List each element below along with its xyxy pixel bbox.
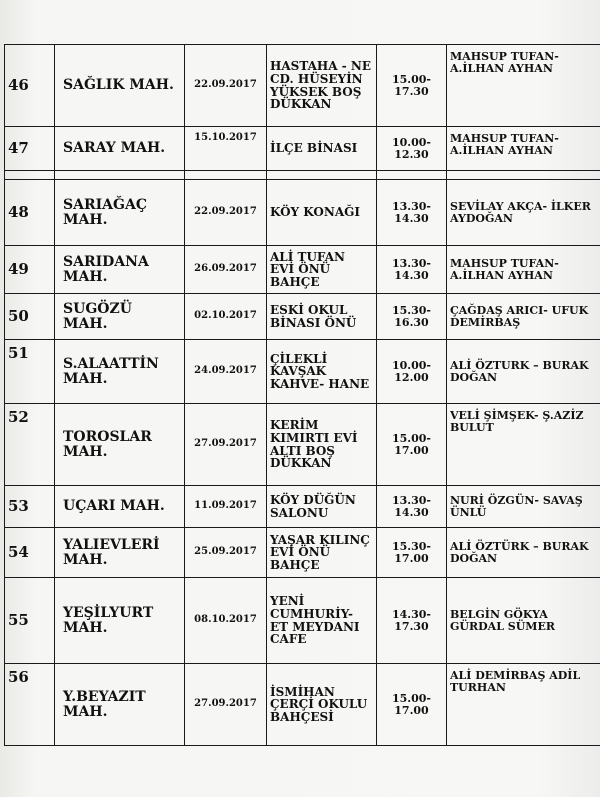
- location-cell: KÖY KONAĞI: [267, 180, 377, 246]
- date-cell: 26.09.2017: [185, 246, 267, 294]
- date-cell: 25.09.2017: [185, 528, 267, 578]
- table-row: [5, 294, 600, 340]
- table-row: [5, 180, 600, 246]
- date-cell: 15.10.2017: [185, 127, 267, 171]
- table-row: [5, 127, 600, 171]
- officials-cell: ALİ ÖZTURK – BURAK DOĞAN: [447, 340, 600, 404]
- date-cell: 27.09.2017: [185, 404, 267, 486]
- officials-cell: ÇAĞDAŞ ARICI- UFUK DEMİRBAŞ: [447, 294, 600, 340]
- time-cell: 13.30- 14.30: [377, 180, 447, 246]
- officials-cell: MAHSUP TUFAN- A.İLHAN AYHAN: [447, 127, 600, 171]
- row-number: 51: [5, 340, 55, 404]
- table-row: [5, 528, 600, 578]
- table-row: [5, 664, 600, 746]
- neighborhood-name: YALIEVLERİ MAH.: [55, 528, 185, 578]
- time-cell: 15.00- 17.00: [377, 404, 447, 486]
- location-cell: YENİ CUMHURİY- ET MEYDANI CAFE: [267, 578, 377, 664]
- officials-cell: ALİ ÖZTÜRK – BURAK DOĞAN: [447, 528, 600, 578]
- officials-cell: VELİ ŞİMŞEK- Ş.AZİZ BULUT: [447, 404, 600, 486]
- neighborhood-name: SARIDANA MAH.: [55, 246, 185, 294]
- location-cell: ESKİ OKUL BİNASI ÖNÜ: [267, 294, 377, 340]
- officials-cell: MAHSUP TUFAN- A.İLHAN AYHAN: [447, 45, 600, 127]
- table-row: [5, 246, 600, 294]
- neighborhood-name: SUGÖZÜ MAH.: [55, 294, 185, 340]
- date-cell: 02.10.2017: [185, 294, 267, 340]
- time-cell: 15.30- 17.00: [377, 528, 447, 578]
- row-number: 55: [5, 578, 55, 664]
- location-cell: KÖY DÜĞÜN SALONU: [267, 486, 377, 528]
- officials-cell: BELGİN GÖKYA GÜRDAL SÜMER: [447, 578, 600, 664]
- row-number: 47: [5, 127, 55, 171]
- date-cell: 22.09.2017: [185, 180, 267, 246]
- time-cell: 10.00- 12.30: [377, 127, 447, 171]
- date-cell: 24.09.2017: [185, 340, 267, 404]
- table-spacer-row: [5, 171, 600, 180]
- row-number: 46: [5, 45, 55, 127]
- neighborhood-name: UÇARI MAH.: [55, 486, 185, 528]
- date-cell: 11.09.2017: [185, 486, 267, 528]
- location-cell: ÇİLEKLİ KAVŞAK KAHVE- HANE: [267, 340, 377, 404]
- table-row: [5, 578, 600, 664]
- row-number: 53: [5, 486, 55, 528]
- neighborhood-name: SARAY MAH.: [55, 127, 185, 171]
- date-cell: 22.09.2017: [185, 45, 267, 127]
- time-cell: 15.00- 17.30: [377, 45, 447, 127]
- date-cell: 08.10.2017: [185, 578, 267, 664]
- table-row: [5, 486, 600, 528]
- table-row: [5, 404, 600, 486]
- row-number: 50: [5, 294, 55, 340]
- time-cell: 15.00- 17.00: [377, 664, 447, 746]
- location-cell: ALİ TUFAN EVİ ÖNÜ BAHÇE: [267, 246, 377, 294]
- officials-cell: ALİ DEMİRBAŞ ADİL TURHAN: [447, 664, 600, 746]
- location-cell: KERİM KIMIRTI EVİ ALTI BOŞ DÜKKAN: [267, 404, 377, 486]
- neighborhood-name: SARIAĞAÇ MAH.: [55, 180, 185, 246]
- table-row: [5, 45, 600, 127]
- location-cell: İLÇE BİNASI: [267, 127, 377, 171]
- polling-schedule-table: [4, 44, 600, 746]
- time-cell: 15.30- 16.30: [377, 294, 447, 340]
- time-cell: 10.00- 12.00: [377, 340, 447, 404]
- location-cell: İSMİHAN ÇERÇİ OKULU BAHÇESİ: [267, 664, 377, 746]
- officials-cell: SEVİLAY AKÇA- İLKER AYDOĞAN: [447, 180, 600, 246]
- officials-cell: NURİ ÖZGÜN- SAVAŞ ÜNLÜ: [447, 486, 600, 528]
- row-number: 48: [5, 180, 55, 246]
- time-cell: 14.30- 17.30: [377, 578, 447, 664]
- location-cell: HASTAHA - NE CD. HÜSEYİN YÜKSEK BOŞ DÜKKAN: [267, 45, 377, 127]
- row-number: 54: [5, 528, 55, 578]
- row-number: 56: [5, 664, 55, 746]
- table-row: [5, 340, 600, 404]
- row-number: 49: [5, 246, 55, 294]
- time-cell: 13.30- 14.30: [377, 486, 447, 528]
- neighborhood-name: TOROSLAR MAH.: [55, 404, 185, 486]
- neighborhood-name: Y.BEYAZIT MAH.: [55, 664, 185, 746]
- neighborhood-name: SAĞLIK MAH.: [55, 45, 185, 127]
- neighborhood-name: S.ALAATTİN MAH.: [55, 340, 185, 404]
- time-cell: 13.30- 14.30: [377, 246, 447, 294]
- location-cell: YAŞAR KILINÇ EVİ ÖNÜ BAHÇE: [267, 528, 377, 578]
- neighborhood-name: YEŞİLYURT MAH.: [55, 578, 185, 664]
- date-cell: 27.09.2017: [185, 664, 267, 746]
- officials-cell: MAHSUP TUFAN- A.İLHAN AYHAN: [447, 246, 600, 294]
- row-number: 52: [5, 404, 55, 486]
